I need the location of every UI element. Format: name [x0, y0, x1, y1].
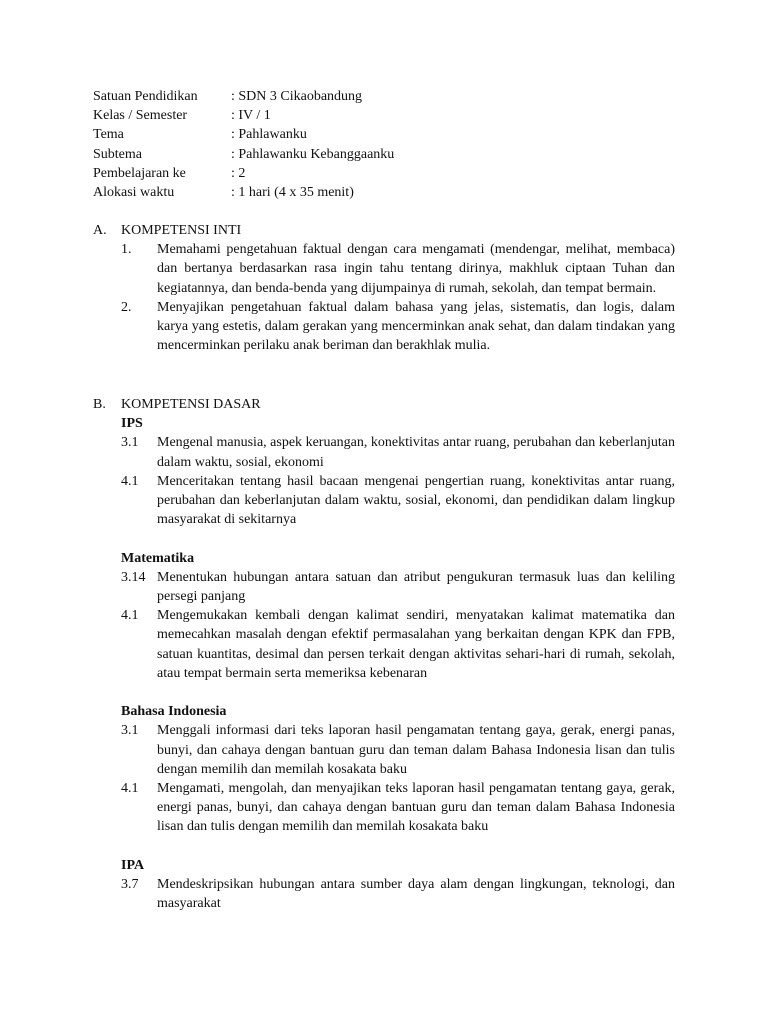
item-text: Menentukan hubungan antara satuan dan atribut pengukuran termasuk luas dan keliling persegi panjang: [157, 569, 675, 605]
info-row-tema: [93, 125, 683, 144]
item-text: Mengemukakan kembali dengan kalimat sendiri, menyatakan kalimat matematika dan memecahkan masalah dengan efektif permasalahan yang berkaitan dengan KPK dan FPB, satuan kuantitas, desimal dan persen terkait dengan aktivitas sehari-hari di rumah, sekolah, atau tempat bermain serta memeriksa kebenaran: [157, 608, 675, 681]
info-value: : 1 hari (4 x 35 menit): [231, 184, 354, 200]
item-number: 3.14: [121, 569, 146, 585]
item-text: Mendeskripsikan hubungan antara sumber daya alam dengan lingkungan, teknologi, dan masyarakat: [157, 877, 675, 912]
info-key: Subtema: [93, 146, 142, 162]
section-heading: [93, 221, 675, 240]
section-title: KOMPETENSI INTI: [121, 223, 242, 238]
info-value: : Pahlawanku Kebanggaanku: [231, 146, 395, 162]
info-key: Pembelajaran ke: [93, 165, 186, 181]
list-item: [93, 875, 675, 913]
info-row-satuan: [93, 87, 683, 106]
info-value: : SDN 3 Cikaobandung: [231, 89, 363, 104]
info-value: : 2: [231, 165, 246, 181]
info-key: Kelas / Semester: [93, 108, 188, 124]
subject-heading-matematika: Matematika: [121, 550, 195, 566]
subject-heading-ips: IPS: [121, 416, 143, 432]
list-item: [93, 606, 675, 683]
item-text: Mengenal manusia, aspek keruangan, konektivitas antar ruang, perubahan dan keberlanjutan dalam waktu, sosial, ekonomi: [157, 435, 675, 470]
item-text: Mengamati, mengolah, dan menyajikan teks laporan hasil pengamatan tentang gaya, gerak, energi panas, bunyi, dan cahaya dengan bantuan guru dan teman dalam Bahasa Indonesia lisan dan tulis dengan memilih dan memilah kosakata baku: [157, 781, 675, 835]
info-key: Alokasi waktu: [93, 184, 175, 200]
item-text: Menceritakan tentang hasil bacaan mengenai pengertian ruang, konektivitas antar ruang, perubahan dan keberlanjutan dalam waktu, sosial, ekonomi, dan pendidikan dalam lingkup masyarakat di sekitarnya: [157, 473, 675, 528]
list-item: [93, 721, 675, 779]
list-item: [93, 433, 675, 471]
item-number: 2.: [121, 299, 132, 315]
item-text: Menggali informasi dari teks laporan hasil pengamatan tentang gaya, gerak, energi panas, bunyi, dan cahaya dengan bantuan guru dan teman dalam Bahasa Indonesia lisan dan tulis dengan memilih dan memilah kosakata baku: [157, 723, 675, 777]
info-row-kelas: [93, 106, 683, 125]
info-value: : IV / 1: [231, 108, 271, 124]
list-item: [93, 240, 675, 298]
spacer: [93, 683, 675, 702]
spacer: [93, 529, 675, 548]
list-item: [93, 779, 675, 837]
list-item: [93, 568, 675, 606]
item-number: 1.: [121, 242, 132, 258]
info-key: Satuan Pendidikan: [93, 89, 198, 104]
list-item: [93, 298, 675, 356]
identity-block: [93, 87, 683, 202]
item-number: 3.1: [121, 435, 139, 451]
item-text: Menyajikan pengetahuan faktual dalam bahasa yang jelas, sistematis, dan logis, dalam karya yang estetis, dalam gerakan yang mencerminkan anak sehat, dan dalam tindakan yang mencerminkan perilaku anak beriman dan berakhlak mulia.: [157, 299, 675, 354]
spacer: [93, 837, 675, 856]
section-kompetensi-dasar: [93, 395, 675, 913]
item-text: Memahami pengetahuan faktual dengan cara mengamati (mendengar, melihat, membaca) dan bertanya berdasarkan rasa ingin tahu tentang dirinya, makhluk ciptaan Tuhan dan kegiatannya, dan benda-benda yang dijumpainya di rumah, sekolah, dan tempat bermain.: [157, 242, 675, 296]
section-kompetensi-inti: [93, 221, 675, 355]
item-number: 3.1: [121, 723, 139, 739]
subject-heading-bahasa-indonesia: Bahasa Indonesia: [121, 704, 227, 720]
item-number: 4.1: [121, 473, 139, 489]
info-value: : Pahlawanku: [231, 127, 307, 143]
info-row-alokasi: [93, 183, 683, 202]
item-number: 3.7: [121, 877, 139, 893]
section-title: KOMPETENSI DASAR: [121, 397, 261, 412]
section-letter: B.: [93, 397, 106, 412]
section-letter: A.: [93, 223, 107, 238]
info-row-pembelajaran: [93, 164, 683, 183]
item-number: 4.1: [121, 608, 139, 624]
info-key: Tema: [93, 127, 124, 143]
subject-heading-ipa: IPA: [121, 857, 145, 873]
section-heading: [93, 395, 675, 414]
list-item: [93, 472, 675, 530]
info-row-subtema: [93, 145, 683, 164]
item-number: 4.1: [121, 781, 139, 797]
